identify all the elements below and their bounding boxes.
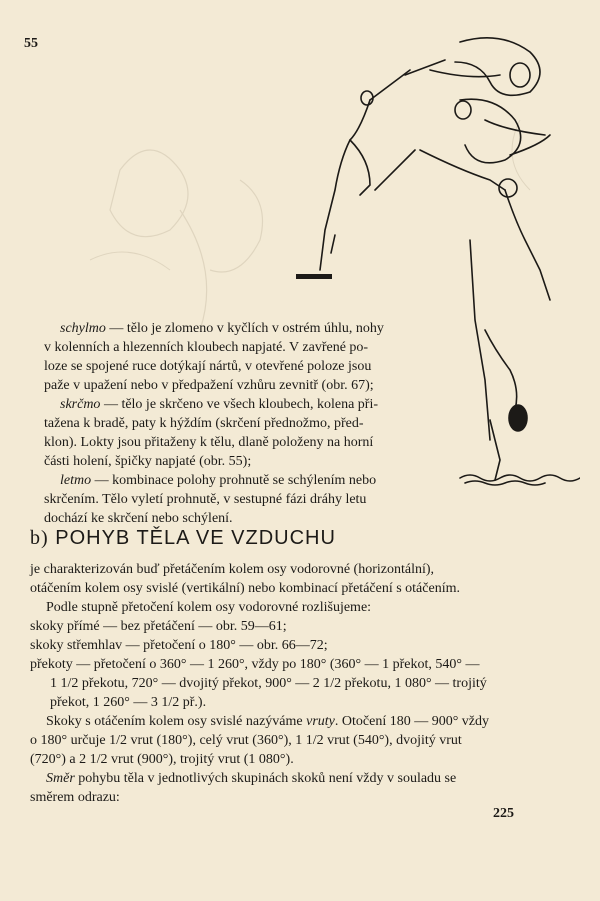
body-line: skoky střemhlav — přetočení o 180° — obr. 66—72; <box>30 638 328 653</box>
definition-line: tažena k bradě, paty k hýždím (skrčení přednožmo, před- <box>44 416 364 431</box>
body-line: (720°) a 2 1/2 vrut (900°), trojitý vrut (1 080°). <box>30 752 294 767</box>
body-text <box>30 560 528 807</box>
definition-letmo <box>44 471 459 528</box>
body-line: Podle stupně přetočení kolem osy vodorovné rozlišujeme: <box>46 600 372 615</box>
definition-schylmo <box>44 319 459 395</box>
body-line: skoky přímé — bez přetáčení — obr. 59—61; <box>30 619 287 634</box>
body-line: 1 1/2 překotu, 720° — dvojitý překot, 900° — 2 1/2 překotu, 1 080° — trojitý <box>50 676 487 691</box>
definition-term: schylmo <box>60 321 106 336</box>
definition-line: paže v upažení nebo v předpažení vzhůru zevnitř (obr. 67); <box>44 378 374 393</box>
term-vruty: vruty <box>306 714 335 729</box>
body-line: je charakterizován buď přetáčením kolem osy vodorovné (horizontální), <box>30 562 435 577</box>
body-line: směrem odrazu: <box>30 790 120 805</box>
page-number: 225 <box>493 806 514 821</box>
term-smer: Směr <box>46 771 75 786</box>
body-line: překot, 1 260° — 3 1/2 př.). <box>50 695 207 710</box>
definition-line: schylmo — tělo je zlomeno v kyčlích v ostrém úhlu, nohy <box>60 321 384 336</box>
body-line: Směr pohybu těla v jednotlivých skupinách skoků není vždy v souladu se <box>46 771 457 786</box>
definition-line: letmo — kombinace polohy prohnutě se schýlením nebo <box>60 473 377 488</box>
section-heading <box>30 527 336 550</box>
definition-term: letmo <box>60 473 92 488</box>
definitions-block <box>44 319 459 528</box>
definition-line: loze se spojené ruce dotýkají nártů, v otevřené poloze jsou <box>44 359 372 374</box>
definition-line: skrčením. Tělo vyletí prohnutě, v sestupné fázi dráhy letu <box>44 492 367 507</box>
figure-number: 55 <box>24 36 38 51</box>
body-line: překoty — přetočení o 360° — 1 260°, vždy po 180° (360° — 1 překot, 540° — <box>30 657 480 672</box>
section-dash-marker <box>296 274 332 279</box>
definition-line: dochází ke skrčení nebo schýlení. <box>44 511 233 526</box>
body-line: o 180° určuje 1/2 vrut (180°), celý vrut (360°), 1 1/2 vrut (540°), dvojitý vrut <box>30 733 462 748</box>
definition-skrcmo <box>44 395 459 471</box>
definition-line: skrčmo — tělo je skrčeno ve všech kloubech, kolena při- <box>60 397 379 412</box>
section-title: POHYB TĚLA VE VZDUCHU <box>55 527 336 549</box>
definition-line: v kolenních a hlezenních kloubech napjaté. V zavřené po- <box>44 340 369 355</box>
body-line: Skoky s otáčením kolem osy svislé nazýváme vruty. Otočení 180 — 900° vždy <box>46 714 490 729</box>
section-lead: b) <box>30 527 49 549</box>
definition-line: části holení, špičky napjaté (obr. 55); <box>44 454 252 469</box>
body-line: otáčením kolem osy svislé (vertikální) nebo kombinací přetáčení s otáčením. <box>30 581 460 596</box>
definition-line: klon). Lokty jsou přitaženy k tělu, dlaně položeny na horní <box>44 435 374 450</box>
definition-term: skrčmo <box>60 397 101 412</box>
